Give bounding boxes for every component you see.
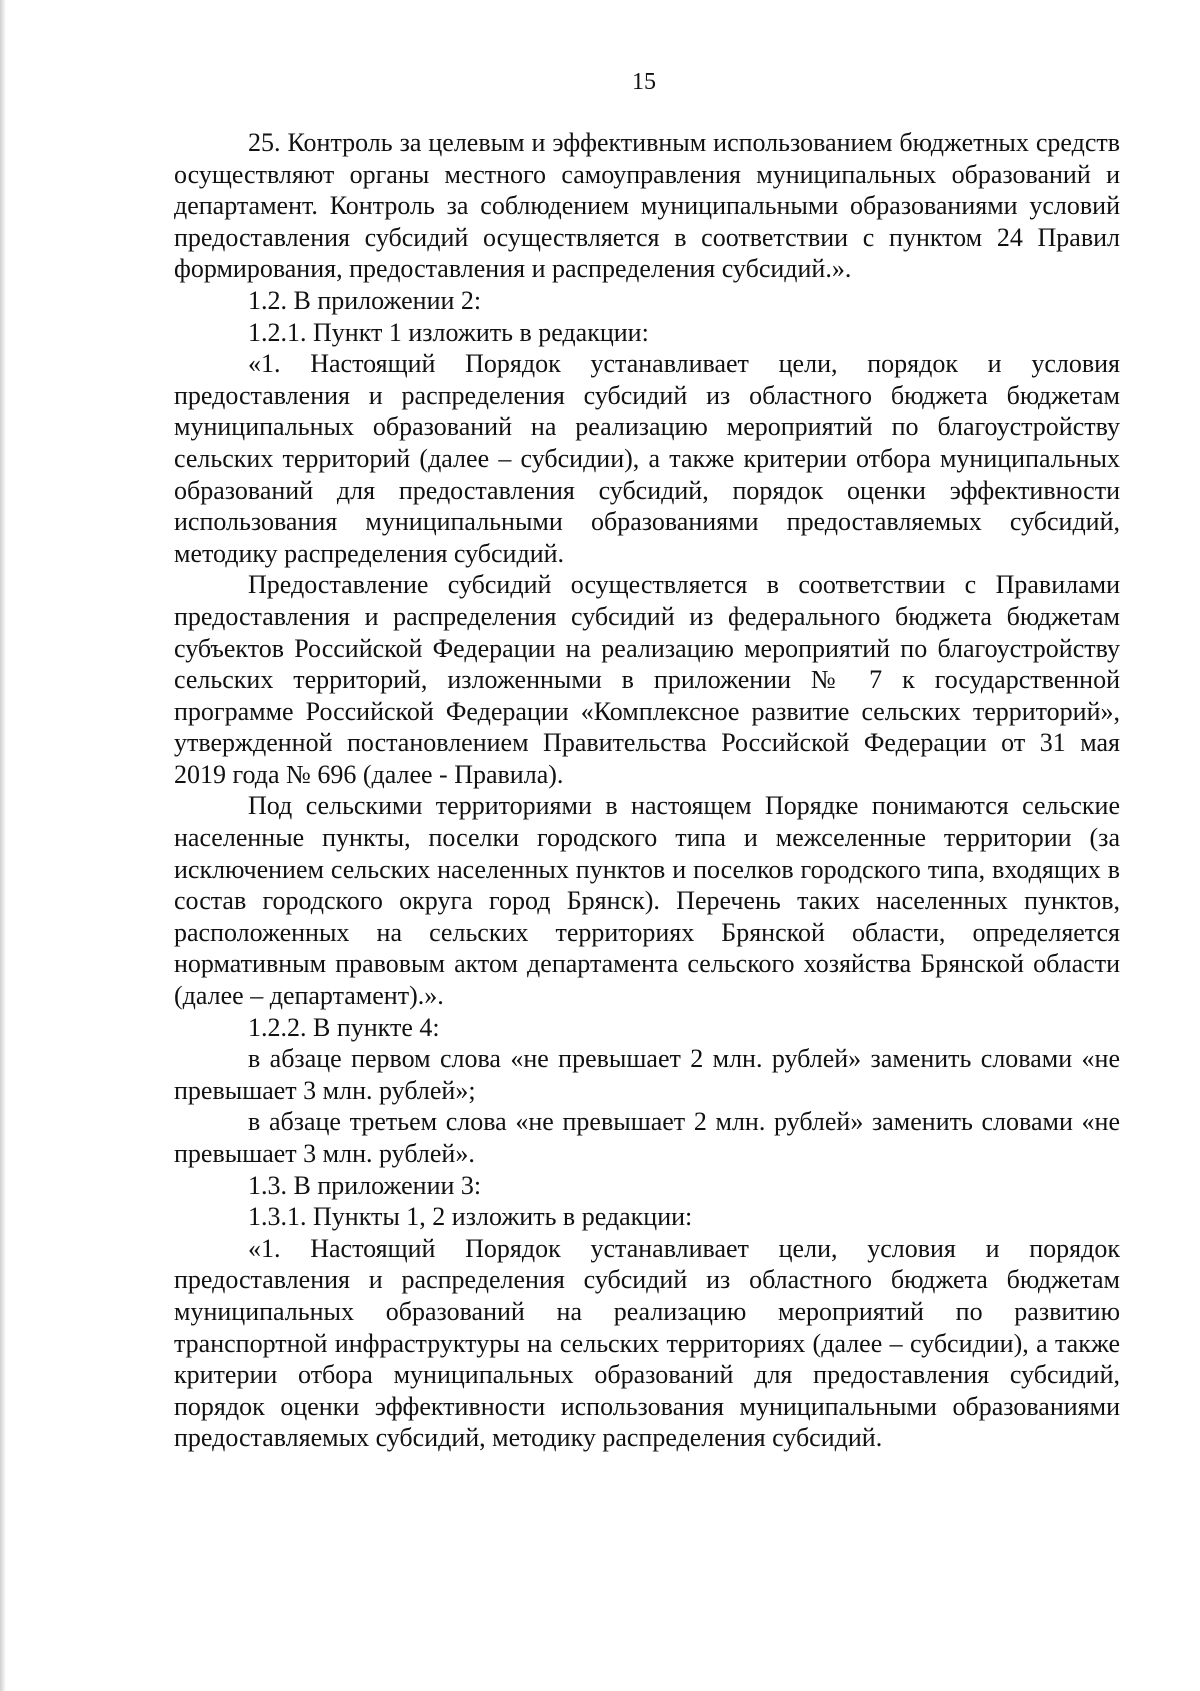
- paragraph-third-abzac: в абзаце третьем слова «не превышает 2 млн. рублей» заменить словами «не превышает 3 млн. рублей».: [174, 1107, 1120, 1168]
- paragraph-1-3: 1.3. В приложении 3:: [248, 1170, 482, 1200]
- paragraph-1-3-1: 1.3.1. Пункты 1, 2 изложить в редакции:: [248, 1202, 693, 1232]
- paragraph-1-2-1: 1.2.1. Пункт 1 изложить в редакции:: [248, 317, 649, 347]
- paragraph-appendix2-point1: «1. Настоящий Порядок устанавливает цели, порядок и условия предоставления и распределения субсидий из областного бюджета бюджетам муниципальных образований на реализацию мероприятий по благоустройству сельских территорий (далее – субсидии), а также критерии отбора муниципальных образований для предоставления субсидий, порядок оценки эффективности использования муниципальными образованиями предоставляемых субсидий, методику распределения субсидий.: [174, 349, 1120, 568]
- paragraph-rural-territories: Под сельскими территориями в настоящем Порядке понимаются сельские населенные пункты, поселки городского типа и межселенные территории (за исключением сельских населенных пунктов и поселков городского типа, входящих в состав городского округа город Брянск). Перечень таких населенных пунктов, расположенных на сельских территориях Брянской области, определяется нормативным правовым актом департамента сельского хозяйства Брянской области (далее – департамент).».: [174, 791, 1120, 1011]
- paragraph-provision-rules: Предоставление субсидий осуществляется в соответствии с Правилами предоставления и распределения субсидий из федерального бюджета бюджетам субъектов Российской Федерации на реализацию мероприятий по благоустройству сельских территорий, изложенными в приложении № 7 к государственной программе Российской Федерации «Комплексное развитие сельских территорий», утвержденной постановлением Правительства Российской Федерации от 31 мая 2019 года № 696 (далее - Правила).: [174, 570, 1120, 789]
- document-body: [174, 127, 1120, 1454]
- paragraph-25: 25. Контроль за целевым и эффективным использованием бюджетных средств осуществляют органы местного самоуправления муниципальных образований и департамент. Контроль за соблюдением муниципальными образованиями условий предоставления субсидий осуществляется в соответствии с пунктом 24 Правил формирования, предоставления и распределения субсидий.».: [174, 128, 1120, 284]
- paragraph-first-abzac: в абзаце первом слова «не превышает 2 млн. рублей» заменить словами «не превышает 3 млн. рублей»;: [174, 1044, 1120, 1105]
- paragraph-1-2-2: 1.2.2. В пункте 4:: [248, 1012, 440, 1042]
- paragraph-1-2: 1.2. В приложении 2:: [248, 285, 482, 315]
- page-number: 15: [632, 69, 656, 95]
- scan-edge-shadow: [0, 0, 6, 1691]
- paragraph-appendix3-point1: «1. Настоящий Порядок устанавливает цели, условия и порядок предоставления и распределения субсидий из областного бюджета бюджетам муниципальных образований на реализацию мероприятий по развитию транспортной инфраструктуры на сельских территориях (далее – субсидии), а также критерии отбора муниципальных образований для предоставления субсидий, порядок оценки эффективности использования муниципальными образованиями предоставляемых субсидий, методику распределения субсидий.: [174, 1233, 1120, 1453]
